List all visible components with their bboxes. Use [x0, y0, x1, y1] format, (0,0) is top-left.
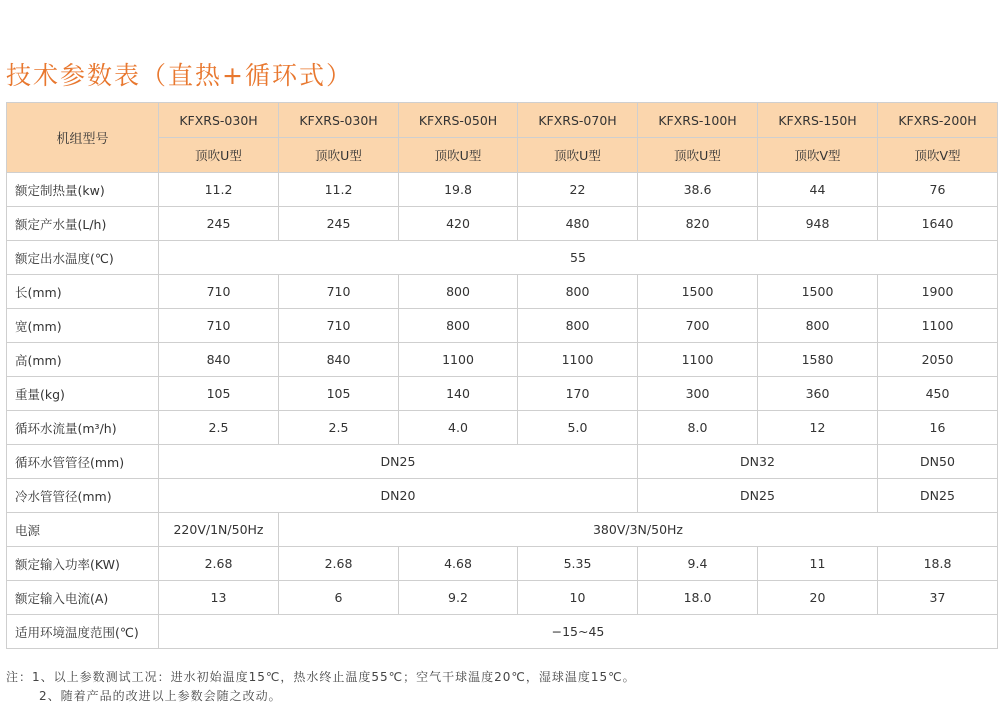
- table-row: [7, 547, 998, 581]
- row-label: 额定产水量(L/h): [7, 207, 159, 241]
- table-row: [7, 275, 998, 309]
- value-cell: 820: [638, 207, 758, 241]
- group-value-cell: 220V/1N/50Hz: [159, 513, 279, 547]
- table-row: [7, 581, 998, 615]
- value-cell: 800: [399, 275, 518, 309]
- header-row-models: [7, 103, 998, 138]
- value-cell: 710: [159, 309, 279, 343]
- row-label: 高(mm): [7, 343, 159, 377]
- model-cell: KFXRS-100H: [638, 103, 758, 138]
- value-cell: 9.2: [399, 581, 518, 615]
- note-line-1: 注：1、以上参数测试工况：进水初始温度15℃，热水终止温度55℃；空气干球温度20℃，湿球温度15℃。: [6, 670, 636, 684]
- value-cell: 2.68: [159, 547, 279, 581]
- value-cell: 800: [518, 275, 638, 309]
- value-cell: 38.6: [638, 173, 758, 207]
- value-cell: 245: [279, 207, 399, 241]
- row-label: 额定出水温度(℃): [7, 241, 159, 275]
- model-cell: KFXRS-070H: [518, 103, 638, 138]
- type-cell: 顶吹U型: [159, 138, 279, 173]
- group-value-cell: DN50: [878, 445, 998, 479]
- value-cell: 800: [399, 309, 518, 343]
- table-row: [7, 411, 998, 445]
- row-label: 冷水管管径(mm): [7, 479, 159, 513]
- row-label: 重量(kg): [7, 377, 159, 411]
- value-cell: 6: [279, 581, 399, 615]
- note-line-2: 2、随着产品的改进以上参数会随之改动。: [39, 689, 282, 703]
- spec-table: [6, 102, 998, 649]
- value-cell: 9.4: [638, 547, 758, 581]
- value-cell: 105: [279, 377, 399, 411]
- table-row: [7, 377, 998, 411]
- model-cell: KFXRS-200H: [878, 103, 998, 138]
- value-cell: 2.5: [159, 411, 279, 445]
- type-cell: 顶吹V型: [758, 138, 878, 173]
- value-cell: 2.68: [279, 547, 399, 581]
- value-cell: 710: [279, 309, 399, 343]
- value-cell: 710: [159, 275, 279, 309]
- value-cell: 5.35: [518, 547, 638, 581]
- table-row: [7, 615, 998, 649]
- merged-value-cell: 55: [159, 241, 998, 275]
- value-cell: 1100: [399, 343, 518, 377]
- group-value-cell: DN25: [638, 479, 878, 513]
- row-label: 额定输入电流(A): [7, 581, 159, 615]
- value-cell: 5.0: [518, 411, 638, 445]
- value-cell: 948: [758, 207, 878, 241]
- value-cell: 710: [279, 275, 399, 309]
- table-row: [7, 173, 998, 207]
- value-cell: 360: [758, 377, 878, 411]
- table-row: [7, 207, 998, 241]
- value-cell: 18.8: [878, 547, 998, 581]
- table-row: [7, 513, 998, 547]
- value-cell: 2050: [878, 343, 998, 377]
- value-cell: 450: [878, 377, 998, 411]
- value-cell: 12: [758, 411, 878, 445]
- row-label: 电源: [7, 513, 159, 547]
- value-cell: 1580: [758, 343, 878, 377]
- type-cell: 顶吹U型: [279, 138, 399, 173]
- table-row: [7, 445, 998, 479]
- value-cell: 11.2: [279, 173, 399, 207]
- row-label: 额定制热量(kw): [7, 173, 159, 207]
- value-cell: 44: [758, 173, 878, 207]
- value-cell: 840: [279, 343, 399, 377]
- notes: [6, 668, 636, 706]
- value-cell: 700: [638, 309, 758, 343]
- row-label: 适用环境温度范围(℃): [7, 615, 159, 649]
- model-cell: KFXRS-150H: [758, 103, 878, 138]
- value-cell: 18.0: [638, 581, 758, 615]
- model-cell: KFXRS-030H: [279, 103, 399, 138]
- value-cell: 19.8: [399, 173, 518, 207]
- value-cell: 1100: [518, 343, 638, 377]
- row-label: 额定输入功率(KW): [7, 547, 159, 581]
- group-value-cell: DN20: [159, 479, 638, 513]
- value-cell: 4.68: [399, 547, 518, 581]
- value-cell: 245: [159, 207, 279, 241]
- value-cell: 22: [518, 173, 638, 207]
- value-cell: 16: [878, 411, 998, 445]
- type-cell: 顶吹U型: [638, 138, 758, 173]
- value-cell: 1900: [878, 275, 998, 309]
- table-row: [7, 309, 998, 343]
- row-label: 宽(mm): [7, 309, 159, 343]
- value-cell: 2.5: [279, 411, 399, 445]
- value-cell: 13: [159, 581, 279, 615]
- value-cell: 10: [518, 581, 638, 615]
- group-value-cell: DN25: [878, 479, 998, 513]
- page-title: 技术参数表（直热+循环式）: [6, 61, 353, 90]
- row-label: 循环水管管径(mm): [7, 445, 159, 479]
- row-label: 长(mm): [7, 275, 159, 309]
- value-cell: 20: [758, 581, 878, 615]
- table-row: [7, 343, 998, 377]
- group-value-cell: 380V/3N/50Hz: [279, 513, 998, 547]
- value-cell: 11.2: [159, 173, 279, 207]
- value-cell: 11: [758, 547, 878, 581]
- table-row: [7, 479, 998, 513]
- table-row: [7, 241, 998, 275]
- row-label: 循环水流量(m³/h): [7, 411, 159, 445]
- type-cell: 顶吹V型: [878, 138, 998, 173]
- value-cell: 800: [758, 309, 878, 343]
- value-cell: 1640: [878, 207, 998, 241]
- value-cell: 170: [518, 377, 638, 411]
- type-cell: 顶吹U型: [399, 138, 518, 173]
- value-cell: 420: [399, 207, 518, 241]
- header-label: 机组型号: [7, 103, 159, 173]
- type-cell: 顶吹U型: [518, 138, 638, 173]
- value-cell: 37: [878, 581, 998, 615]
- value-cell: 480: [518, 207, 638, 241]
- merged-value-cell: −15~45: [159, 615, 998, 649]
- value-cell: 1100: [638, 343, 758, 377]
- group-value-cell: DN25: [159, 445, 638, 479]
- value-cell: 300: [638, 377, 758, 411]
- value-cell: 8.0: [638, 411, 758, 445]
- value-cell: 1500: [758, 275, 878, 309]
- value-cell: 105: [159, 377, 279, 411]
- value-cell: 4.0: [399, 411, 518, 445]
- value-cell: 76: [878, 173, 998, 207]
- model-cell: KFXRS-050H: [399, 103, 518, 138]
- value-cell: 1100: [878, 309, 998, 343]
- value-cell: 140: [399, 377, 518, 411]
- value-cell: 800: [518, 309, 638, 343]
- value-cell: 1500: [638, 275, 758, 309]
- value-cell: 840: [159, 343, 279, 377]
- group-value-cell: DN32: [638, 445, 878, 479]
- model-cell: KFXRS-030H: [159, 103, 279, 138]
